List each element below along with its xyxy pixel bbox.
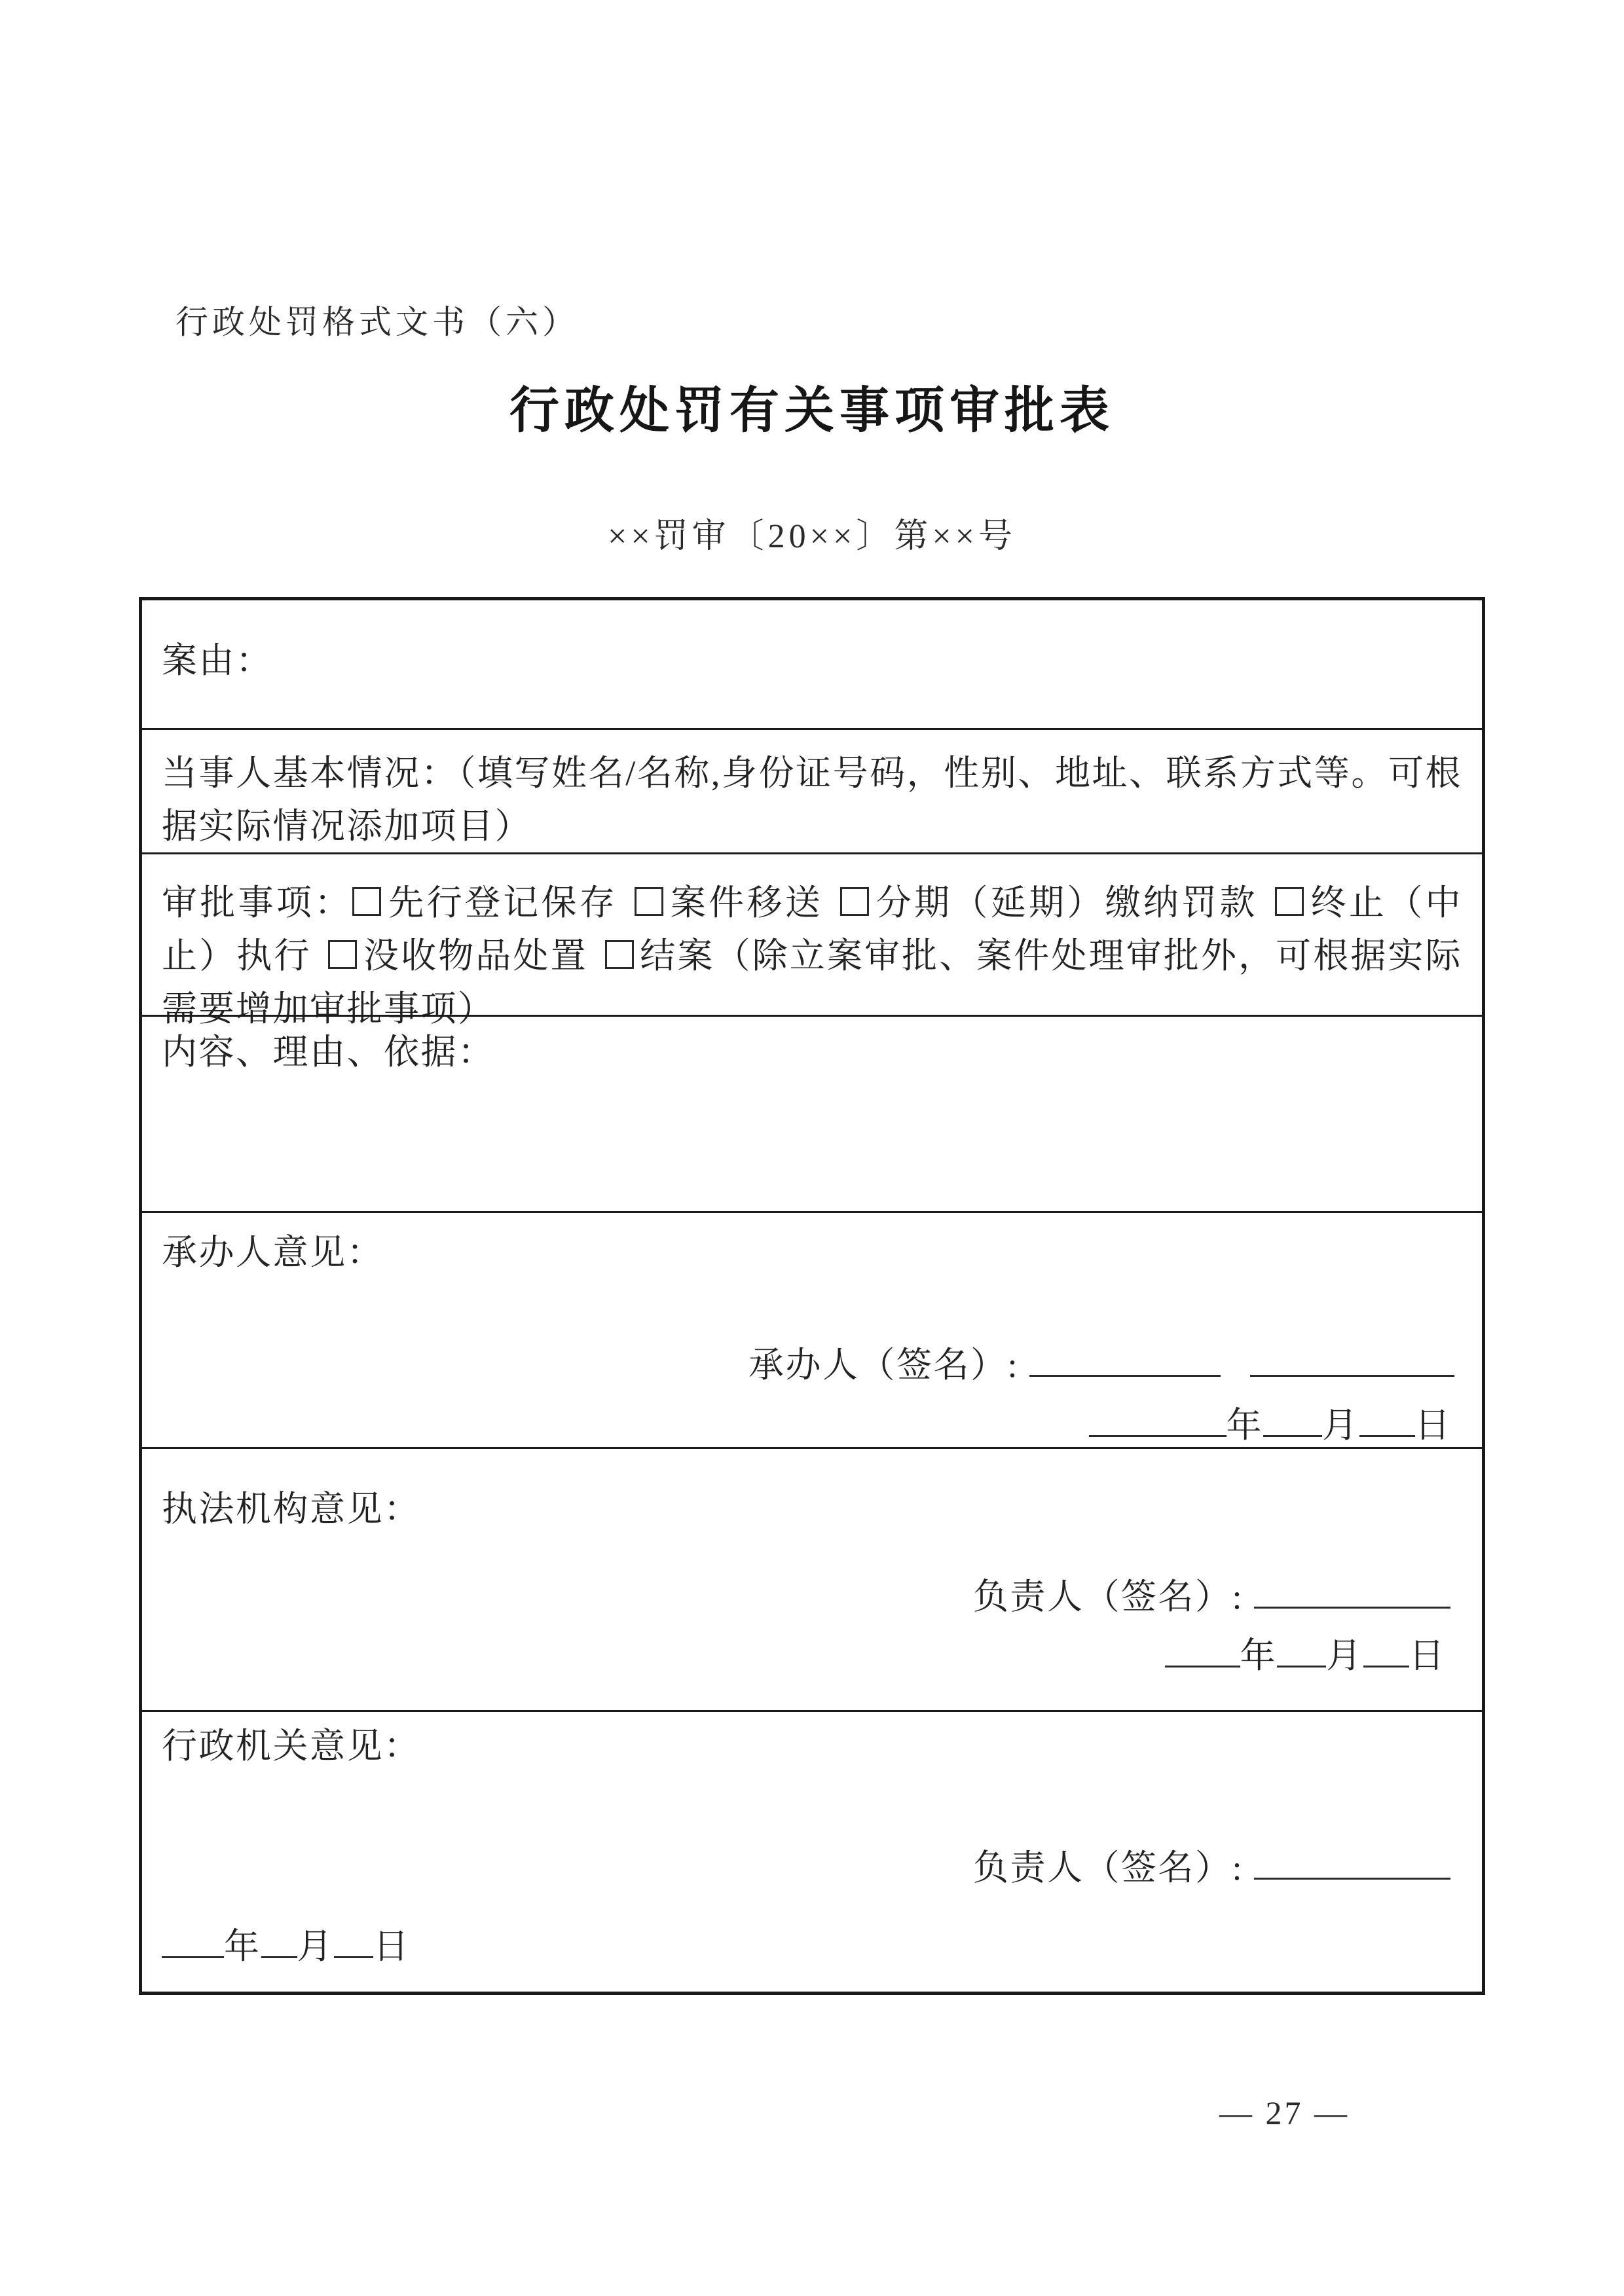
- year-label: 年: [224, 1927, 261, 1966]
- approval-items-label: 审批事项：: [162, 883, 353, 922]
- month-line: [261, 1921, 297, 1958]
- day-label: 日: [373, 1927, 411, 1966]
- year-line: [1165, 1630, 1240, 1667]
- content-reason-basis-label: 内容、理由、依据：: [162, 1032, 495, 1072]
- day-line: [1359, 1400, 1415, 1437]
- year-line: [1089, 1400, 1227, 1437]
- day-line: [1363, 1630, 1409, 1667]
- approval-item: [605, 936, 715, 975]
- checkbox-case-transfer: [635, 887, 663, 916]
- handler-signature-label: 承办人（签名）:: [748, 1345, 1019, 1385]
- approval-item: [328, 936, 587, 975]
- month-label: 月: [1322, 1406, 1359, 1445]
- checkbox-prior-registration-preservation: [352, 887, 381, 916]
- approval-item-label: 没收物品处置: [363, 936, 588, 975]
- signature-line: [1250, 1339, 1454, 1377]
- approval-item-label: 结案: [639, 936, 715, 975]
- checkbox-confiscated-items-disposal: [328, 940, 357, 969]
- signature-line: [1029, 1339, 1221, 1377]
- year-label: 年: [1240, 1636, 1277, 1675]
- case-cause-row: [142, 600, 1482, 728]
- handler-opinion-row: [142, 1211, 1482, 1447]
- approval-item: [840, 883, 1258, 922]
- doc-number: ××罚审〔20××〕第××号: [608, 518, 1016, 555]
- agency-signature-label: 负责人（签名）:: [972, 1577, 1244, 1616]
- page-title: 行政处罚有关事项审批表: [509, 384, 1115, 439]
- party-info-text: 当事人基本情况：（填写姓名/名称,身份证号码，性别、地址、联系方式等。可根据实际情况添加项目）: [162, 754, 1462, 846]
- page-number: — 27 —: [1219, 2094, 1350, 2131]
- agency-signature-block: [973, 1571, 1450, 1624]
- authority-signature-label: 负责人（签名）:: [972, 1848, 1244, 1887]
- day-label: 日: [1414, 1406, 1452, 1445]
- signature-line: [1254, 1571, 1450, 1609]
- administrative-authority-opinion-row: [142, 1710, 1482, 1992]
- approval-items-note: （除立案审批、案件处理审批外，可根据实际需要增加审批事项）: [162, 936, 1463, 1029]
- content-reason-basis-row: [142, 1015, 1482, 1211]
- month-line: [1263, 1400, 1322, 1437]
- enforcement-agency-opinion-row: [142, 1447, 1482, 1710]
- case-cause-label: 案由：: [162, 641, 273, 680]
- handler-date-block: [1089, 1399, 1452, 1452]
- party-info-row: [142, 728, 1482, 852]
- approval-item: [635, 883, 823, 922]
- checkbox-termination-suspension-execution: [1275, 887, 1304, 916]
- approval-form-table: [139, 597, 1485, 1995]
- approval-item-label: 先行登记保存: [387, 883, 618, 922]
- doc-type-label: 行政处罚格式文书（六）: [175, 304, 579, 340]
- checkbox-installment-deferred-fine-payment: [840, 887, 869, 916]
- administrative-authority-opinion-label: 行政机关意见：: [162, 1726, 421, 1766]
- day-line: [334, 1921, 373, 1958]
- month-label: 月: [297, 1927, 334, 1966]
- handler-opinion-label: 承办人意见：: [162, 1233, 384, 1272]
- month-label: 月: [1326, 1636, 1363, 1675]
- year-label: 年: [1226, 1406, 1263, 1445]
- authority-date-block: [162, 1920, 411, 1973]
- authority-signature-block: [973, 1842, 1450, 1895]
- month-line: [1277, 1630, 1326, 1667]
- checkbox-case-closure: [605, 940, 634, 969]
- handler-signature-block: [748, 1339, 1454, 1392]
- approval-item: [352, 883, 618, 922]
- agency-date-block: [1165, 1630, 1447, 1683]
- year-line: [162, 1921, 224, 1958]
- approval-item-label: 终止（中止）执行: [162, 883, 1462, 975]
- day-label: 日: [1409, 1636, 1446, 1675]
- approval-item-label: 案件移送: [669, 883, 824, 922]
- approval-items-row: [142, 852, 1482, 1029]
- approval-item-label: 分期（延期）缴纳罚款: [875, 883, 1258, 922]
- enforcement-agency-opinion-label: 执法机构意见：: [162, 1489, 421, 1529]
- signature-line: [1254, 1842, 1450, 1880]
